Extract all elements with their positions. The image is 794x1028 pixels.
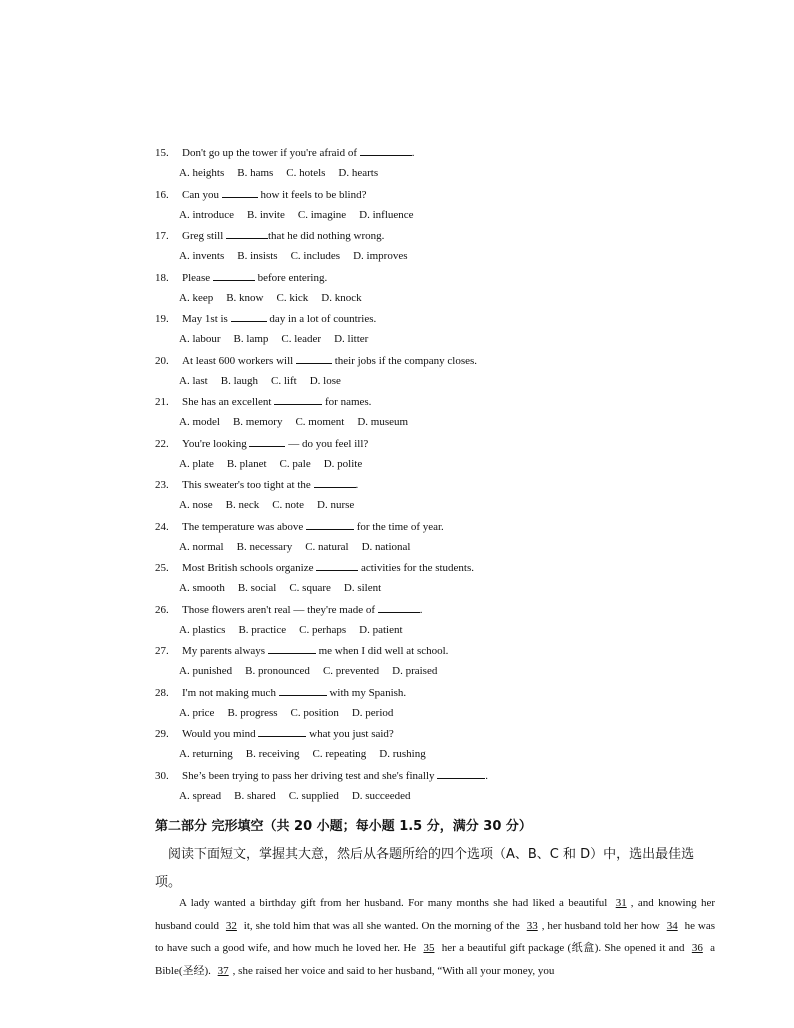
answer-blank[interactable] [274, 393, 322, 405]
question-item [155, 144, 755, 186]
question-text-after: . [411, 147, 415, 159]
answer-option[interactable]: A. returning [179, 748, 233, 760]
question-stem [155, 518, 444, 535]
answer-blank[interactable] [378, 601, 420, 613]
passage-text: it, she told him that was all she wanted. On the morning of the [240, 919, 523, 932]
answer-option[interactable]: D. succeeded [351, 789, 411, 802]
answer-option[interactable]: B. progress [227, 706, 278, 719]
answer-option[interactable]: C. imagine [297, 208, 347, 221]
answer-option[interactable]: D. lose [309, 374, 341, 387]
answer-option[interactable]: B. social [237, 582, 277, 594]
question-number: 22. [155, 437, 169, 450]
question-text-before: May 1st is [182, 313, 231, 325]
question-item [155, 393, 755, 435]
answer-blank[interactable] [258, 725, 306, 737]
question-text-after: with my Spanish. [326, 686, 407, 699]
passage-text: A lady wanted a birthday gift from her husband. For many months she had liked a beautiful [179, 897, 612, 909]
answer-option[interactable]: D. period [351, 706, 394, 719]
answer-option[interactable]: A. introduce [179, 208, 234, 221]
passage-text: , she raised her voice and said to her husband, “With all your money, you [232, 964, 555, 977]
answer-option[interactable]: A. model [179, 416, 220, 428]
answer-option[interactable]: A. spread [179, 789, 222, 802]
question-text-after: their jobs if the company closes. [331, 354, 478, 367]
question-stem [155, 227, 384, 244]
answer-option[interactable]: D. hearts [338, 167, 379, 179]
question-item [155, 435, 755, 477]
passage-text: a Bible(圣经). [155, 942, 715, 977]
question-stem [155, 725, 394, 742]
answer-blank[interactable] [296, 352, 332, 364]
question-number: 20. [155, 354, 169, 367]
answer-option[interactable]: A. plastics [179, 623, 226, 636]
answer-option[interactable]: C. repeating [312, 748, 367, 760]
answer-option[interactable]: C. perhaps [299, 623, 347, 636]
question-item [155, 684, 755, 726]
answer-blank[interactable] [314, 476, 356, 488]
answer-option[interactable]: B. know [226, 291, 264, 304]
question-text-before: She’s been trying to pass her driving test and she's finally [182, 769, 438, 782]
answer-option[interactable]: C. position [290, 706, 339, 719]
question-number: 15. [155, 147, 169, 159]
answer-option[interactable]: C. kick [276, 291, 309, 304]
option-list [179, 663, 450, 679]
answer-option[interactable]: A. punished [179, 665, 233, 677]
question-item [155, 559, 755, 601]
question-text-before: I'm not making much [182, 686, 279, 699]
option-list [179, 580, 394, 596]
question-text-after: . [419, 603, 423, 616]
option-list [179, 705, 406, 721]
question-text-before: This sweater's too tight at the [182, 479, 314, 491]
question-stem [155, 269, 327, 286]
question-text-after: day in a lot of countries. [266, 313, 377, 325]
cloze-gap-36[interactable]: 36 [691, 942, 703, 954]
question-text-before: You're looking [182, 437, 250, 450]
option-list [179, 248, 420, 264]
question-number: 16. [155, 188, 169, 201]
question-stem [155, 476, 358, 493]
question-text-after: that he did nothing wrong. [268, 230, 385, 242]
question-stem [155, 144, 415, 161]
answer-option[interactable]: C. natural [305, 540, 349, 553]
option-list [179, 539, 423, 555]
answer-option[interactable]: B. shared [234, 789, 276, 802]
answer-option[interactable]: B. lamp [233, 333, 269, 345]
answer-option[interactable]: D. museum [357, 416, 409, 428]
answer-option[interactable]: C. supplied [288, 789, 339, 802]
answer-option[interactable]: B. practice [238, 623, 287, 636]
answer-option[interactable]: B. pronounced [245, 665, 310, 677]
cloze-gap-34[interactable]: 34 [666, 919, 678, 932]
question-text-before: She has an excellent [182, 396, 275, 408]
question-item [155, 227, 755, 269]
answer-option[interactable]: C. lift [271, 374, 297, 387]
answer-option[interactable]: D. litter [334, 333, 369, 345]
answer-blank[interactable] [249, 435, 285, 447]
answer-option[interactable]: C. square [289, 582, 331, 594]
question-stem [155, 642, 448, 659]
answer-option[interactable]: A. last [179, 374, 208, 387]
option-list [179, 788, 423, 804]
option-list [179, 165, 391, 181]
answer-option[interactable]: C. hotels [286, 167, 326, 179]
passage-text: , her husband told her how [541, 919, 663, 932]
answer-option[interactable]: D. rushing [379, 748, 426, 760]
question-text-after: me when I did well at school. [315, 645, 449, 657]
question-item [155, 642, 755, 684]
answer-option[interactable]: B. hams [237, 167, 274, 179]
question-text-after: for the time of year. [354, 520, 444, 533]
question-number: 17. [155, 230, 169, 242]
question-text-before: Don't go up the tower if you're afraid of [182, 147, 360, 159]
answer-option[interactable]: C. pale [279, 457, 311, 470]
answer-blank[interactable] [226, 227, 268, 239]
question-text-after: how it feels to be blind? [257, 188, 367, 201]
passage-text: her a beautiful gift package (纸盒). She opened it and [438, 942, 688, 954]
question-text-after: what you just said? [306, 728, 394, 740]
question-text-before: Most British schools organize [182, 562, 317, 574]
cloze-gap-35[interactable]: 35 [423, 942, 435, 954]
answer-blank[interactable] [213, 269, 255, 281]
cloze-gap-31[interactable]: 31 [615, 897, 627, 909]
option-list [179, 497, 367, 513]
answer-option[interactable]: C. moment [295, 416, 345, 428]
question-item [155, 310, 755, 352]
question-text-after: . [355, 479, 359, 491]
question-number: 30. [155, 769, 169, 782]
question-item [155, 601, 755, 643]
option-list [179, 622, 416, 638]
option-list [179, 331, 381, 347]
question-text-before: Can you [182, 188, 222, 201]
answer-option[interactable]: B. laugh [220, 374, 259, 387]
question-list [155, 144, 755, 808]
cloze-gap-32[interactable]: 32 [225, 919, 237, 932]
answer-option[interactable]: A. price [179, 706, 215, 719]
question-item [155, 725, 755, 767]
section-title: 第二部分 完形填空（共 20 小题；每小题 1.5 分，满分 30 分） [155, 819, 532, 834]
answer-option[interactable]: A. smooth [179, 582, 225, 594]
question-item [155, 352, 755, 394]
question-number: 23. [155, 479, 169, 491]
answer-option[interactable]: C. includes [290, 250, 341, 262]
answer-option[interactable]: D. nurse [317, 499, 355, 511]
question-text-before: The temperature was above [182, 520, 306, 533]
question-number: 27. [155, 645, 169, 657]
answer-option[interactable]: A. heights [179, 167, 225, 179]
cloze-gap-33[interactable]: 33 [526, 919, 538, 932]
answer-blank[interactable] [279, 684, 327, 696]
question-text-before: At least 600 workers will [182, 354, 296, 367]
answer-blank[interactable] [306, 518, 354, 530]
answer-option[interactable]: D. polite [323, 457, 363, 470]
option-list [179, 414, 421, 430]
question-stem [155, 186, 367, 203]
section-instruction: 阅读下面短文，掌握其大意，然后从各题所给的四个选项（A、B、C 和 D）中，选出最佳选项。 [155, 847, 695, 890]
passage-text: he was to have such a good wife, and how much he loved her. He [155, 919, 715, 954]
answer-blank[interactable] [268, 642, 316, 654]
question-text-before: Those flowers aren't real — they're made of [182, 603, 378, 616]
answer-option[interactable]: C. note [272, 499, 304, 511]
answer-option[interactable]: B. receiving [245, 748, 300, 760]
answer-option[interactable]: D. improves [353, 250, 408, 262]
cloze-passage [155, 892, 715, 982]
question-text-before: Please [182, 271, 213, 284]
option-list [179, 290, 375, 306]
answer-option[interactable]: D. silent [343, 582, 382, 594]
answer-option[interactable]: A. keep [179, 291, 214, 304]
answer-option[interactable]: C. prevented [322, 665, 380, 677]
answer-option[interactable]: D. patient [359, 623, 403, 636]
question-stem [155, 767, 488, 784]
question-number: 18. [155, 271, 169, 284]
question-text-after: — do you feel ill? [285, 437, 369, 450]
answer-option[interactable]: A. plate [179, 457, 214, 470]
question-text-after: before entering. [254, 271, 328, 284]
answer-option[interactable]: D. influence [359, 208, 414, 221]
question-number: 25. [155, 562, 169, 574]
answer-option[interactable]: B. memory [232, 416, 283, 428]
option-list [179, 207, 427, 223]
passage-text: , and knowing her husband could [155, 897, 716, 932]
answer-option[interactable]: A. normal [179, 540, 224, 553]
answer-blank[interactable] [222, 186, 258, 198]
question-stem [155, 435, 368, 452]
answer-blank[interactable] [316, 559, 358, 571]
option-list [179, 456, 375, 472]
question-item [155, 186, 755, 228]
question-stem [155, 601, 423, 618]
question-number: 19. [155, 313, 169, 325]
question-text-after: for names. [322, 396, 372, 408]
answer-blank[interactable] [360, 144, 412, 156]
answer-option[interactable]: A. nose [179, 499, 213, 511]
question-number: 28. [155, 686, 169, 699]
question-text-before: Greg still [182, 230, 226, 242]
answer-option[interactable]: B. insists [237, 250, 278, 262]
answer-option[interactable]: D. national [361, 540, 411, 553]
answer-option[interactable]: A. invents [179, 250, 225, 262]
answer-option[interactable]: B. neck [225, 499, 260, 511]
answer-option[interactable]: A. labour [179, 333, 221, 345]
answer-option[interactable]: D. knock [321, 291, 362, 304]
answer-option[interactable]: B. planet [226, 457, 267, 470]
question-stem [155, 310, 376, 327]
question-item [155, 767, 755, 809]
option-list [179, 373, 354, 389]
question-item [155, 476, 755, 518]
question-number: 24. [155, 520, 169, 533]
question-text-after: . [485, 769, 488, 782]
question-text-before: My parents always [182, 645, 268, 657]
answer-option[interactable]: B. necessary [236, 540, 293, 553]
question-number: 29. [155, 728, 169, 740]
question-item [155, 518, 755, 560]
answer-option[interactable]: B. invite [246, 208, 285, 221]
answer-option[interactable]: D. praised [392, 665, 438, 677]
question-text-after: activities for the students. [358, 562, 475, 574]
question-stem [155, 559, 474, 576]
question-item [155, 269, 755, 311]
cloze-gap-37[interactable]: 37 [217, 964, 229, 977]
question-number: 21. [155, 396, 169, 408]
question-text-before: Would you mind [182, 728, 259, 740]
question-stem [155, 684, 406, 701]
question-stem [155, 352, 477, 369]
answer-blank[interactable] [231, 310, 267, 322]
option-list [179, 746, 439, 762]
question-stem [155, 393, 371, 410]
question-number: 26. [155, 603, 169, 616]
answer-option[interactable]: C. leader [281, 333, 322, 345]
answer-blank[interactable] [437, 767, 485, 779]
